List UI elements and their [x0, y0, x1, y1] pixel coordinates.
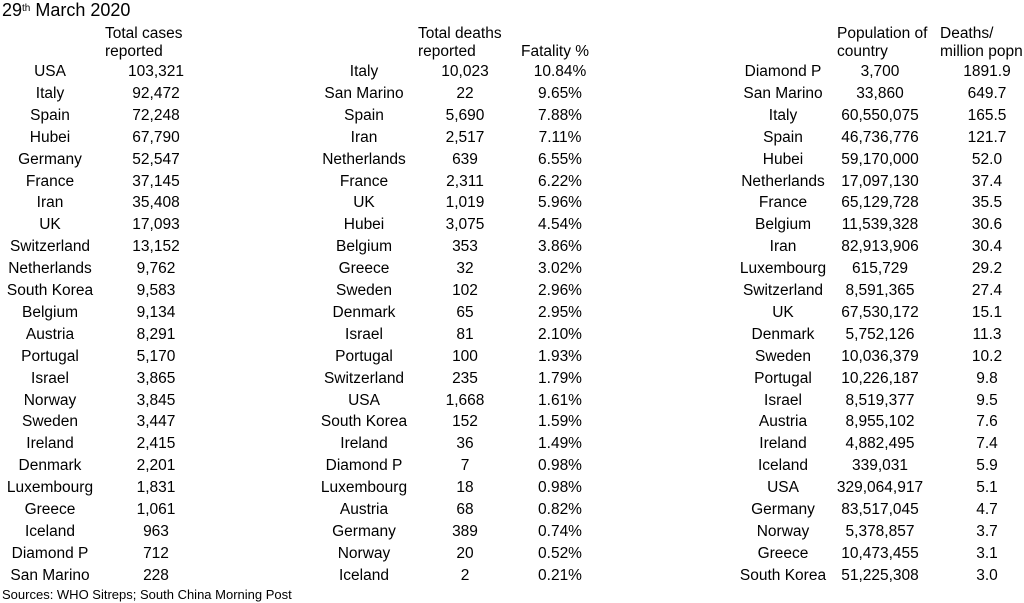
population-cell: 10,473,455 [841, 544, 919, 562]
deaths-cell: 7 [460, 457, 470, 475]
cases-cell: 92,472 [132, 84, 180, 102]
country-cell: Portugal [754, 369, 812, 387]
cases-cell: 8,291 [136, 325, 176, 343]
deaths-per-million-cell: 121.7 [967, 128, 1007, 146]
fatality-cell: 7.88% [538, 106, 582, 124]
country-cell: Ireland [340, 435, 388, 453]
country-cell: UK [772, 303, 794, 321]
fatality-cell: 0.52% [538, 544, 582, 562]
deaths-cell: 389 [452, 522, 478, 540]
country-cell: Italy [349, 63, 379, 80]
country-cell: Spain [30, 106, 70, 124]
cases-cell: 1,831 [136, 479, 176, 497]
fatality-cell: 5.96% [538, 194, 582, 212]
fatality-cell: 1.79% [538, 369, 582, 387]
country-cell: Sweden [335, 282, 392, 299]
cases-cell: 3,845 [136, 391, 176, 409]
deaths-per-million-cell: 52.0 [971, 150, 1003, 168]
cases-cell: 228 [143, 566, 169, 584]
deaths-cell: 2 [460, 566, 470, 584]
country-cell: Iran [36, 194, 64, 212]
fatality-cell: 10.84% [533, 63, 587, 80]
deaths-per-million-cell: 11.3 [972, 325, 1002, 343]
population-cell: 8,955,102 [845, 413, 915, 431]
country-cell: Diamond P [744, 63, 822, 80]
fatality-cell: 1.49% [538, 435, 582, 453]
source-note: Sources: WHO Sitreps; South China Morning Post [2, 587, 292, 602]
deaths-per-million-cell: 29.2 [971, 260, 1003, 278]
country-cell: Israel [764, 391, 802, 409]
deaths-per-million-cell: 15.1 [971, 303, 1003, 321]
cases-cell: 3,447 [136, 413, 176, 431]
country-cell: Portugal [335, 347, 393, 365]
deaths-cell: 639 [452, 150, 478, 168]
country-cell: Luxembourg [6, 479, 94, 497]
population-cell: 46,736,776 [841, 128, 919, 146]
deaths-cell: 5,690 [445, 106, 485, 124]
country-cell: Luxembourg [739, 260, 827, 278]
country-cell: Belgium [336, 238, 392, 256]
fatality-cell: 3.02% [538, 260, 582, 278]
deaths-cell: 68 [456, 501, 474, 518]
country-cell: Greece [757, 544, 809, 562]
header-total-cases: Total cases reported [105, 25, 183, 60]
cases-cell: 67,790 [132, 128, 180, 146]
fatality-cell: 2.96% [538, 282, 582, 299]
cases-cell: 17,093 [132, 216, 180, 234]
deaths-cell: 18 [456, 479, 474, 497]
country-cell: Austria [339, 501, 389, 518]
fatality-cell: 2.10% [538, 325, 582, 343]
deaths-per-million-cell: 7.4 [976, 435, 998, 453]
deaths-cell: 10,023 [441, 63, 489, 80]
deaths-per-million-cell: 37.4 [971, 172, 1003, 190]
fatality-cell: 9.65% [538, 84, 582, 102]
deaths-cell: 152 [452, 413, 478, 431]
deaths-per-million-cell: 27.4 [971, 282, 1003, 299]
country-cell: Switzerland [742, 282, 824, 299]
fatality-cell: 6.22% [538, 172, 582, 190]
country-cell: Spain [763, 128, 803, 146]
country-cell: Israel [345, 325, 383, 343]
fatality-cell: 2.95% [538, 303, 582, 321]
population-cell: 4,882,495 [845, 435, 915, 453]
cases-cell: 35,408 [132, 194, 180, 212]
deaths-cell: 65 [456, 303, 474, 321]
country-cell: Belgium [755, 216, 811, 234]
deaths-cell: 3,075 [445, 216, 485, 234]
population-cell: 67,530,172 [841, 303, 919, 321]
country-cell: Greece [338, 260, 390, 278]
country-cell: Switzerland [9, 238, 91, 256]
deaths-per-million-cell: 10.2 [971, 347, 1003, 365]
cases-cell: 9,762 [136, 260, 176, 278]
deaths-per-million-cell: 5.1 [976, 479, 998, 497]
population-cell: 615,729 [851, 260, 909, 278]
page-title: 29th March 2020 [2, 0, 131, 20]
country-cell: USA [348, 391, 380, 409]
header-population: Population of country [837, 25, 928, 60]
fatality-cell: 0.82% [538, 501, 582, 518]
deaths-cell: 2,311 [446, 172, 484, 190]
fatality-cell: 0.74% [538, 522, 582, 540]
population-cell: 5,752,126 [845, 325, 915, 343]
country-cell: Hubei [29, 128, 71, 146]
country-cell: Iceland [758, 457, 808, 475]
cases-cell: 9,583 [136, 282, 176, 299]
cases-cell: 1,061 [136, 501, 176, 518]
cases-cell: 72,248 [132, 106, 180, 124]
population-cell: 17,097,130 [841, 172, 919, 190]
country-cell: Austria [25, 325, 75, 343]
deaths-cell: 1,668 [445, 391, 485, 409]
country-cell: Hubei [762, 150, 804, 168]
country-cell: San Marino [324, 84, 404, 102]
deaths-cell: 2,517 [445, 128, 485, 146]
population-cell: 5,378,857 [845, 522, 915, 540]
deaths-cell: 32 [456, 260, 474, 278]
country-cell: France [25, 172, 75, 190]
country-cell: Netherlands [322, 150, 406, 168]
country-cell: Norway [337, 544, 391, 562]
country-cell: Greece [24, 501, 76, 518]
header-deaths-per-million: Deaths/ million popn [940, 25, 1023, 60]
deaths-per-million-cell: 4.7 [976, 501, 998, 518]
country-cell: South Korea [739, 566, 827, 584]
fatality-cell: 1.59% [538, 413, 582, 431]
cases-cell: 103,321 [127, 63, 185, 80]
country-cell: Switzerland [323, 369, 405, 387]
fatality-cell: 0.98% [538, 457, 582, 475]
country-cell: Spain [344, 106, 384, 124]
fatality-cell: 6.55% [538, 150, 582, 168]
country-cell: France [339, 172, 389, 190]
population-cell: 51,225,308 [841, 566, 919, 584]
header-fatality: Fatality % [521, 43, 590, 60]
country-cell: Sweden [754, 347, 811, 365]
deaths-cell: 353 [452, 238, 478, 256]
country-cell: Netherlands [8, 260, 92, 278]
country-cell: Austria [758, 413, 808, 431]
deaths-per-million-cell: 9.8 [976, 369, 998, 387]
country-cell: Denmark [332, 303, 396, 321]
cases-cell: 963 [143, 522, 169, 540]
cases-cell: 9,134 [136, 303, 176, 321]
country-cell: Germany [18, 150, 82, 168]
deaths-per-million-cell: 649.7 [967, 84, 1007, 102]
fatality-cell: 0.98% [538, 479, 582, 497]
cases-cell: 2,415 [136, 435, 176, 453]
deaths-per-million-cell: 5.9 [976, 457, 998, 475]
deaths-cell: 1,019 [445, 194, 485, 212]
deaths-cell: 100 [452, 347, 478, 365]
deaths-per-million-cell: 7.6 [976, 413, 998, 431]
country-cell: Italy [35, 84, 65, 102]
deaths-per-million-cell: 30.4 [971, 238, 1003, 256]
country-cell: Israel [31, 369, 69, 387]
population-cell: 60,550,075 [841, 106, 919, 124]
country-cell: USA [767, 479, 799, 497]
country-cell: Iran [769, 238, 797, 256]
country-cell: Iran [350, 128, 378, 146]
deaths-per-million-cell: 30.6 [971, 216, 1003, 234]
population-cell: 329,064,917 [836, 479, 924, 497]
country-cell: Diamond P [325, 457, 403, 475]
deaths-cell: 20 [456, 544, 474, 562]
country-cell: UK [353, 194, 375, 212]
cases-cell: 3,865 [136, 369, 176, 387]
deaths-per-million-cell: 9.5 [976, 391, 998, 409]
fatality-cell: 1.93% [538, 347, 582, 365]
country-cell: Iceland [339, 566, 389, 584]
population-cell: 8,591,365 [845, 282, 915, 299]
country-cell: UK [39, 216, 61, 234]
population-cell: 10,036,379 [841, 347, 919, 365]
deaths-cell: 22 [456, 84, 474, 102]
country-cell: Denmark [18, 457, 82, 475]
country-cell: Germany [751, 501, 815, 518]
deaths-cell: 102 [452, 282, 478, 299]
deaths-cell: 81 [456, 325, 474, 343]
population-cell: 33,860 [856, 84, 904, 102]
header-total-deaths: Total deaths reported [418, 25, 502, 60]
deaths-per-million-cell: 1891.9 [963, 63, 1011, 80]
country-cell: USA [34, 63, 66, 80]
fatality-cell: 3.86% [538, 238, 582, 256]
deaths-per-million-cell: 3.1 [976, 544, 998, 562]
cases-cell: 52,547 [132, 150, 180, 168]
country-cell: South Korea [6, 282, 94, 299]
cases-cell: 2,201 [136, 457, 176, 475]
deaths-per-million-cell: 35.5 [971, 194, 1003, 212]
country-cell: Diamond P [11, 544, 89, 562]
fatality-cell: 4.54% [538, 216, 582, 234]
population-cell: 82,913,906 [841, 238, 919, 256]
population-cell: 10,226,187 [841, 369, 919, 387]
country-cell: France [758, 194, 808, 212]
population-cell: 8,519,377 [845, 391, 915, 409]
country-cell: Portugal [21, 347, 79, 365]
population-cell: 339,031 [851, 457, 909, 475]
cases-cell: 13,152 [132, 238, 180, 256]
cases-cell: 712 [143, 544, 169, 562]
country-cell: Norway [23, 391, 77, 409]
deaths-per-million-cell: 3.7 [976, 522, 998, 540]
cases-cell: 37,145 [132, 172, 180, 190]
country-cell: San Marino [743, 84, 823, 102]
population-cell: 83,517,045 [841, 501, 919, 518]
fatality-cell: 0.21% [538, 566, 582, 584]
fatality-cell: 7.11% [538, 128, 582, 146]
deaths-per-million-cell: 3.0 [976, 566, 998, 584]
deaths-per-million-cell: 165.5 [967, 106, 1007, 124]
country-cell: South Korea [320, 413, 408, 431]
country-cell: Sweden [21, 413, 78, 431]
country-cell: Belgium [22, 303, 78, 321]
population-cell: 65,129,728 [841, 194, 919, 212]
population-cell: 3,700 [860, 63, 900, 80]
country-cell: Germany [332, 522, 396, 540]
country-cell: Ireland [26, 435, 74, 453]
country-cell: San Marino [10, 566, 90, 584]
country-cell: Luxembourg [320, 479, 408, 497]
country-cell: Iceland [25, 522, 75, 540]
country-cell: Denmark [751, 325, 815, 343]
deaths-cell: 235 [452, 369, 478, 387]
deaths-cell: 36 [456, 435, 474, 453]
population-cell: 59,170,000 [841, 150, 919, 168]
country-cell: Netherlands [741, 172, 825, 190]
country-cell: Norway [756, 522, 810, 540]
country-cell: Italy [768, 106, 798, 124]
country-cell: Ireland [759, 435, 807, 453]
population-cell: 11,539,328 [841, 216, 919, 234]
cases-cell: 5,170 [136, 347, 176, 365]
fatality-cell: 1.61% [538, 391, 582, 409]
country-cell: Hubei [343, 216, 385, 234]
